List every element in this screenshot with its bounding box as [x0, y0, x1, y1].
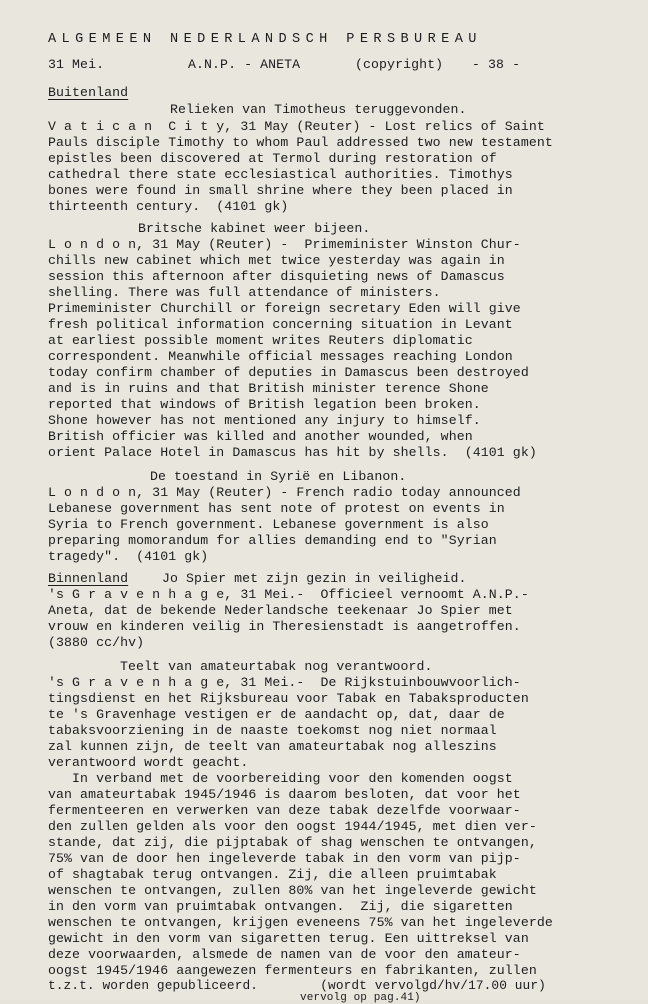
- body-line: epistles been discovered at Termol during restoration of: [48, 151, 497, 166]
- body-line: reported that windows of British legation been broken.: [48, 397, 481, 412]
- body-line: In verband met de voorbereiding voor den komenden oogst: [48, 771, 513, 786]
- body-line: (3880 cc/hv): [48, 635, 145, 650]
- body-line: Lebanese government has sent note of protest on events in: [48, 501, 505, 516]
- body-line: 75% van de door hen ingeleverde tabak in den vorm van pijp-: [48, 851, 521, 866]
- body-line: V a t i c a n C i t y, 31 May (Reuter) - Lost relics of Saint: [48, 119, 545, 134]
- body-line: wenschen te ontvangen, zullen 80% van het ingeleverde gewicht: [48, 883, 537, 898]
- body-line: today confirm chamber of deputies in Damascus been destroyed: [48, 365, 529, 380]
- body-line: Shone however has not mentioned any injury to himself.: [48, 413, 481, 428]
- body-line: L o n d o n, 31 May (Reuter) - French radio today announced: [48, 485, 521, 500]
- body-line: L o n d o n, 31 May (Reuter) - Primeminister Winston Chur-: [48, 237, 521, 252]
- body-line: Aneta, dat de bekende Nederlandsche teekenaar Jo Spier met: [48, 603, 513, 618]
- article-title: De toestand in Syrië en Libanon.: [150, 469, 407, 484]
- body-line: wenschen te ontvangen, krijgen eveneens 75% van het ingeleverde: [48, 915, 553, 930]
- section-heading-binnenland: Binnenland: [48, 571, 129, 586]
- body-line: den zullen gelden als voor den oogst 1944/1945, met dien ver-: [48, 819, 537, 834]
- body-line: zal kunnen zijn, de teelt van amateurtabak nog alleszins: [48, 739, 497, 754]
- body-line: bones were found in small shrine where they been placed in: [48, 183, 513, 198]
- body-line: of shagtabak terug ontvangen. Zij, die alleen pruimtabak: [48, 867, 497, 882]
- body-line: Pauls disciple Timothy to whom Paul addressed two new testament: [48, 135, 553, 150]
- header-date: 31 Mei.: [48, 57, 105, 72]
- body-line: 's G r a v e n h a g e, 31 Mei.- Officieel vernoomt A.N.P.-: [48, 587, 529, 602]
- body-line: tingsdienst en het Rijksbureau voor Tabak en Tabaksproducten: [48, 691, 529, 706]
- body-line: British officier was killed and another wounded, when: [48, 429, 473, 444]
- body-line: van amateurtabak 1945/1946 is daarom besloten, dat voor het: [48, 787, 521, 802]
- body-line: te 's Gravenhage vestigen er de aandacht op, dat, daar de: [48, 707, 505, 722]
- body-line: 's G r a v e n h a g e, 31 Mei.- De Rijkstuinbouwvoorlich-: [48, 675, 521, 690]
- body-line: stande, dat zij, die pijptabak of shag wenschen te ontvangen,: [48, 835, 537, 850]
- body-line: gewicht in den vorm van sigaretten terug. Een uittreksel van: [48, 931, 529, 946]
- body-line: chills new cabinet which met twice yesterday was again in: [48, 253, 505, 268]
- header-copyright: (copyright): [355, 57, 444, 72]
- body-line: and is in ruins and that British minister terence Shone: [48, 381, 489, 396]
- body-line: correspondent. Meanwhile official messages reaching London: [48, 349, 513, 364]
- body-line: thirteenth century. (4101 gk): [48, 199, 289, 214]
- body-line: verantwoord wordt geacht.: [48, 755, 249, 770]
- body-line: tragedy". (4101 gk): [48, 549, 209, 564]
- body-line: oogst 1945/1946 aangewezen fermenteurs en fabrikanten, zullen: [48, 963, 537, 978]
- article-title: Jo Spier met zijn gezin in veiligheid.: [162, 571, 467, 586]
- body-line: at earliest possible moment writes Reuters diplomatic: [48, 333, 473, 348]
- agency-header: ALGEMEEN NEDERLANDSCH PERSBUREAU: [48, 32, 482, 47]
- article-title: Teelt van amateurtabak nog verantwoord.: [120, 659, 433, 674]
- body-line: in den vorm van pruimtabak ontvangen. Zij, die sigaretten: [48, 899, 513, 914]
- body-line: shelling. There was full attendance of ministers.: [48, 285, 441, 300]
- continued-note: vervolg op pag.41): [300, 992, 421, 1004]
- body-line: cathedral there state ecclesiastical authorities. Timothys: [48, 167, 513, 182]
- article-title: Relieken van Timotheus teruggevonden.: [170, 102, 467, 117]
- header-page-number: - 38 -: [472, 57, 521, 72]
- body-line: vrouw en kinderen veilig in Theresienstadt is aangetroffen.: [48, 619, 521, 634]
- article-title: Britsche kabinet weer bijeen.: [138, 221, 371, 236]
- body-line: preparing momorandum for allies demanding end to "Syrian: [48, 533, 497, 548]
- body-line: Syria to French government. Lebanese government is also: [48, 517, 489, 532]
- body-line: fresh political information concerning situation in Levant: [48, 317, 513, 332]
- body-line: t.z.t. worden gepubliceerd. (wordt vervolgd/hv/17.00 uur): [48, 978, 546, 993]
- body-line: deze voorwaarden, alsmede de namen van de voor den amateur-: [48, 947, 521, 962]
- header-source: A.N.P. - ANETA: [188, 57, 301, 72]
- body-line: orient Palace Hotel in Damascus has hit by shells. (4101 gk): [48, 445, 537, 460]
- body-line: tabaksvoorziening in de naaste toekomst nog niet normaal: [48, 723, 497, 738]
- body-line: session this afternoon after disquieting news of Damascus: [48, 269, 505, 284]
- section-heading-buitenland: Buitenland: [48, 85, 129, 100]
- body-line: Primeminister Churchill or foreign secretary Eden will give: [48, 301, 521, 316]
- body-line: fermenteeren en verwerken van deze tabak dezelfde voorwaar-: [48, 803, 521, 818]
